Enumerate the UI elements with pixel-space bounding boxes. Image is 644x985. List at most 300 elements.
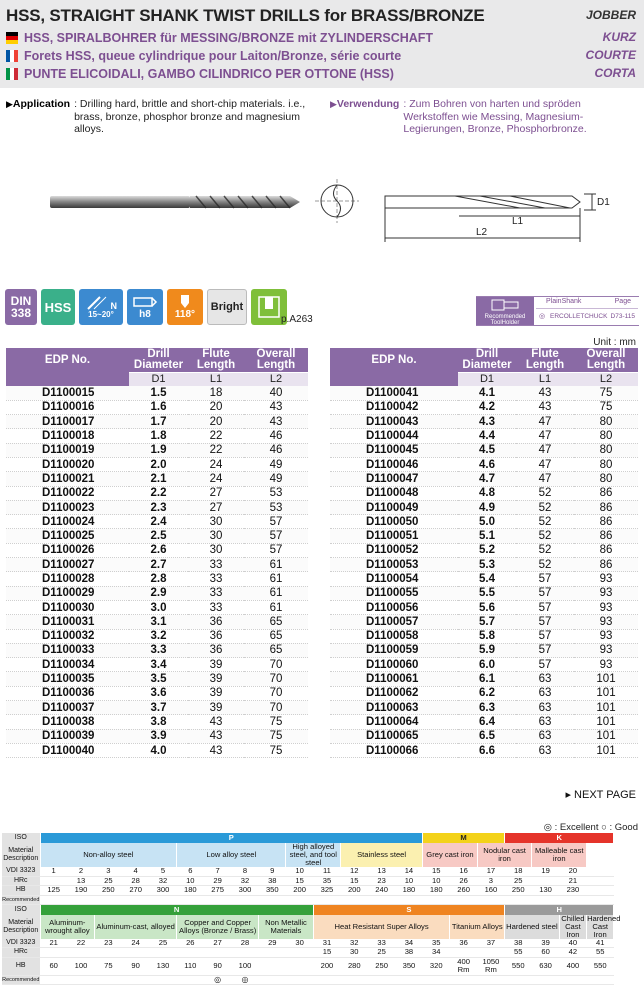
verwendung-label: Verwendung bbox=[336, 98, 400, 110]
drill-diameter: 1.8 bbox=[129, 429, 188, 443]
flute-length: 30 bbox=[188, 515, 244, 529]
material-description: Chilled Cast Iron bbox=[559, 915, 586, 939]
drill-diameter: 3.8 bbox=[129, 715, 188, 729]
edp-number: D1100045 bbox=[330, 443, 458, 457]
material-rec-value bbox=[259, 895, 286, 905]
material-hb-value: 180 bbox=[423, 886, 450, 896]
material-description: Heat Resistant Super Alloys bbox=[313, 915, 450, 939]
overall-length: 57 bbox=[244, 543, 308, 557]
overall-length: 93 bbox=[574, 629, 638, 643]
italian-flag-icon bbox=[6, 68, 18, 80]
material-rec-value bbox=[313, 895, 340, 905]
material-hb-value: 550 bbox=[505, 957, 532, 975]
drill-diameter: 5.3 bbox=[458, 558, 516, 572]
material-hrc-value: 3 bbox=[477, 876, 504, 886]
material-vdi-value: 29 bbox=[259, 939, 286, 948]
overall-length: 86 bbox=[574, 543, 638, 557]
drill-diameter: 4.7 bbox=[458, 472, 516, 486]
material-vdi-value: 40 bbox=[559, 939, 586, 948]
overall-length: 46 bbox=[244, 443, 308, 457]
edp-number: D1100038 bbox=[6, 715, 129, 729]
material-hrc-value: 34 bbox=[423, 948, 450, 958]
edp-number: D1100056 bbox=[330, 600, 458, 614]
material-description: Aluminum-wrought alloy bbox=[40, 915, 95, 939]
flute-length: 57 bbox=[516, 643, 574, 657]
material-rec-value bbox=[505, 975, 532, 985]
drill-diameter: 6.6 bbox=[458, 743, 516, 757]
material-vdi-value: 24 bbox=[122, 939, 149, 948]
flute-length: 27 bbox=[188, 486, 244, 500]
edp-number: D1100061 bbox=[330, 672, 458, 686]
material-rec-value bbox=[259, 975, 286, 985]
material-hb-value: 320 bbox=[423, 957, 450, 975]
table-row bbox=[6, 643, 308, 657]
col-d1: D1 bbox=[129, 372, 188, 386]
drill-diameter: 2.0 bbox=[129, 457, 188, 471]
material-rec-value bbox=[286, 895, 313, 905]
material-hrc-value: 29 bbox=[204, 876, 231, 886]
drill-diameter: 5.4 bbox=[458, 572, 516, 586]
edp-number: D1100030 bbox=[6, 600, 129, 614]
edp-number: D1100019 bbox=[6, 443, 129, 457]
drill-diameter: 3.9 bbox=[129, 729, 188, 743]
material-hrc-value: 25 bbox=[95, 876, 122, 886]
flute-length: 30 bbox=[188, 543, 244, 557]
table-row bbox=[6, 586, 308, 600]
application-de: ▶Verwendung : Zum Bohren von harten und spröden Werkstoffen wie Messing, Magnesium-Legierungen, Bronze, Phosphorbronze. bbox=[330, 98, 638, 136]
lang-right-it: CORTA bbox=[594, 66, 636, 80]
flute-length: 33 bbox=[188, 586, 244, 600]
material-hb-value: 180 bbox=[395, 886, 422, 896]
flute-length: 47 bbox=[516, 457, 574, 471]
edp-number: D1100048 bbox=[330, 486, 458, 500]
material-hb-value: 180 bbox=[177, 886, 204, 896]
col-flute-length: Flute Length bbox=[188, 348, 244, 372]
material-hrc-value: 15 bbox=[341, 876, 368, 886]
overall-length: 40 bbox=[244, 386, 308, 400]
german-flag-icon bbox=[6, 32, 18, 44]
drill-diameter: 2.9 bbox=[129, 586, 188, 600]
table-row bbox=[6, 629, 308, 643]
table-row bbox=[6, 429, 308, 443]
material-rec-value bbox=[122, 895, 149, 905]
flute-length: 57 bbox=[516, 600, 574, 614]
material-hb-value: 240 bbox=[368, 886, 395, 896]
material-row-label: HB bbox=[2, 886, 40, 896]
col-overall-length: Overall Length bbox=[574, 348, 638, 372]
drill-diameter: 5.9 bbox=[458, 643, 516, 657]
flute-length: 43 bbox=[188, 715, 244, 729]
material-vdi-value: 39 bbox=[532, 939, 559, 948]
col-d1: D1 bbox=[458, 372, 516, 386]
table-row bbox=[330, 558, 638, 572]
flute-length: 47 bbox=[516, 415, 574, 429]
flute-length: 47 bbox=[516, 443, 574, 457]
material-vdi-value: 27 bbox=[204, 939, 231, 948]
overall-length: 75 bbox=[244, 743, 308, 757]
material-vdi-value: 25 bbox=[149, 939, 176, 948]
french-flag-icon bbox=[6, 50, 18, 62]
overall-length: 101 bbox=[574, 686, 638, 700]
material-vdi-value: 32 bbox=[341, 939, 368, 948]
material-vdi-value: 17 bbox=[477, 867, 504, 876]
material-hrc-value bbox=[177, 948, 204, 958]
flute-length: 63 bbox=[516, 715, 574, 729]
material-hb-value: 280 bbox=[341, 957, 368, 975]
material-rec-value bbox=[559, 975, 586, 985]
point-angle-icon bbox=[175, 295, 195, 309]
flute-length: 20 bbox=[188, 400, 244, 414]
material-table bbox=[2, 833, 642, 985]
edp-number: D1100064 bbox=[330, 715, 458, 729]
drill-diameter: 1.5 bbox=[129, 386, 188, 400]
material-hrc-value: 32 bbox=[149, 876, 176, 886]
material-vdi-value: 14 bbox=[395, 867, 422, 876]
material-hb-value: 160 bbox=[477, 886, 504, 896]
material-hrc-value bbox=[259, 948, 286, 958]
drill-diameter: 5.0 bbox=[458, 515, 516, 529]
material-hb-value: 60 bbox=[40, 957, 67, 975]
material-hb-value: 200 bbox=[286, 886, 313, 896]
iso-group-h: H bbox=[505, 905, 614, 915]
material-hb-value: 250 bbox=[95, 886, 122, 896]
flute-length: 43 bbox=[516, 386, 574, 400]
material-vdi-value: 6 bbox=[177, 867, 204, 876]
lang-row-fr: Forets HSS, queue cylindrique pour Laiton/Bronze, série courte bbox=[6, 48, 401, 64]
material-vdi-value: 10 bbox=[286, 867, 313, 876]
overall-length: 65 bbox=[244, 615, 308, 629]
overall-length: 80 bbox=[574, 443, 638, 457]
helix-angle-badge: N 15~20° bbox=[79, 289, 123, 325]
material-description: Non-alloy steel bbox=[40, 843, 177, 867]
table-row bbox=[330, 472, 638, 486]
flute-length: 20 bbox=[188, 415, 244, 429]
material-rec-value bbox=[450, 895, 477, 905]
table-row bbox=[330, 629, 638, 643]
flute-length: 52 bbox=[516, 543, 574, 557]
table-row bbox=[330, 429, 638, 443]
overall-length: 101 bbox=[574, 743, 638, 757]
material-vdi-value: 23 bbox=[95, 939, 122, 948]
table-row bbox=[330, 486, 638, 500]
table-row bbox=[330, 529, 638, 543]
table-row bbox=[330, 443, 638, 457]
material-hb-value: 200 bbox=[313, 957, 340, 975]
overall-length: 61 bbox=[244, 572, 308, 586]
edp-number: D1100051 bbox=[330, 529, 458, 543]
edp-number: D1100065 bbox=[330, 729, 458, 743]
flute-length: 63 bbox=[516, 729, 574, 743]
table-row bbox=[6, 486, 308, 500]
material-hb-value: 110 bbox=[177, 957, 204, 975]
drill-diameter: 6.0 bbox=[458, 658, 516, 672]
drill-diameter: 3.3 bbox=[129, 643, 188, 657]
hss-badge: HSS bbox=[41, 289, 75, 325]
flute-length: 39 bbox=[188, 686, 244, 700]
material-description: Hardened Cast Iron bbox=[587, 913, 621, 939]
overall-length: 53 bbox=[244, 500, 308, 514]
material-hb-value: 250 bbox=[505, 886, 532, 896]
material-rec-value bbox=[95, 895, 122, 905]
overall-length: 75 bbox=[244, 715, 308, 729]
table-row bbox=[6, 515, 308, 529]
material-row-label: ISO bbox=[2, 833, 40, 843]
table-row bbox=[330, 457, 638, 471]
flute-length: 33 bbox=[188, 572, 244, 586]
overall-length: 93 bbox=[574, 572, 638, 586]
recommended-toolholder: Recommended ToolHolder PlainShank Page ◎ ERCOLLETCHUCK D73-115 bbox=[476, 296, 639, 326]
material-hrc-value bbox=[95, 948, 122, 958]
material-rec-value bbox=[505, 895, 532, 905]
drill-diameter: 4.2 bbox=[458, 400, 516, 414]
overall-length: 75 bbox=[574, 386, 638, 400]
material-hb-value: 550 bbox=[587, 957, 614, 975]
material-rec-value bbox=[532, 895, 559, 905]
material-rec-value bbox=[204, 895, 231, 905]
material-hb-value: 300 bbox=[231, 886, 258, 896]
finish-badge: Bright bbox=[207, 289, 247, 325]
table-row bbox=[6, 743, 308, 757]
material-hb-value: 350 bbox=[259, 886, 286, 896]
next-page-link[interactable]: ▸ NEXT PAGE bbox=[565, 789, 636, 801]
table-row bbox=[6, 558, 308, 572]
drill-diameter: 5.7 bbox=[458, 615, 516, 629]
flute-length: 52 bbox=[516, 500, 574, 514]
material-row-label: HRc bbox=[2, 876, 40, 886]
drill-diameter: 2.8 bbox=[129, 572, 188, 586]
material-description: Copper and Copper Alloys (Bronze / Brass) bbox=[177, 915, 259, 939]
material-row-label: Recommended bbox=[2, 976, 40, 983]
edp-number: D1100043 bbox=[330, 415, 458, 429]
material-description: Non Metallic Materials bbox=[259, 915, 314, 939]
flute-length: 52 bbox=[516, 515, 574, 529]
d1-label: D1 bbox=[597, 197, 610, 208]
flute-length: 39 bbox=[188, 658, 244, 672]
application-label: Application bbox=[12, 98, 71, 110]
edp-number: D1100020 bbox=[6, 457, 129, 471]
drill-diameter: 4.8 bbox=[458, 486, 516, 500]
material-hrc-value: 25 bbox=[505, 876, 532, 886]
edp-table-left bbox=[6, 348, 308, 758]
col-drill-diameter: Drill Diameter bbox=[129, 348, 188, 372]
material-hb-value: 1050 Rm bbox=[477, 957, 504, 975]
table-row bbox=[6, 615, 308, 629]
overall-length: 53 bbox=[244, 486, 308, 500]
edp-number: D1100041 bbox=[330, 386, 458, 400]
overall-length: 86 bbox=[574, 500, 638, 514]
material-row-label: ISO bbox=[2, 905, 40, 915]
edp-number: D1100024 bbox=[6, 515, 129, 529]
material-vdi-value: 34 bbox=[395, 939, 422, 948]
page-title: HSS, STRAIGHT SHANK TWIST DRILLS for BRASS/BRONZE bbox=[6, 6, 485, 25]
material-vdi-value: 11 bbox=[313, 867, 340, 876]
flute-length: 63 bbox=[516, 743, 574, 757]
flute-length: 57 bbox=[516, 572, 574, 586]
material-rec-value bbox=[177, 895, 204, 905]
overall-length: 75 bbox=[244, 729, 308, 743]
flute-length: 33 bbox=[188, 558, 244, 572]
table-row bbox=[330, 729, 638, 743]
drill-diameter: 6.3 bbox=[458, 701, 516, 715]
l1-label: L1 bbox=[512, 216, 524, 227]
table-row bbox=[330, 415, 638, 429]
drill-diameter: 4.3 bbox=[458, 415, 516, 429]
edp-number: D1100026 bbox=[6, 543, 129, 557]
material-rec-value bbox=[532, 975, 559, 985]
lang-row-de: HSS, SPIRALBOHRER für MESSING/BRONZE mit ZYLINDERSCHAFT bbox=[6, 30, 433, 46]
application-en: ▶Application : Drilling hard, brittle and short-chip materials. i.e., brass, bronze, phosphor bronze and magnesium alloys. bbox=[6, 98, 306, 135]
table-row bbox=[330, 572, 638, 586]
flute-length: 57 bbox=[516, 586, 574, 600]
material-rec-value bbox=[559, 895, 586, 905]
material-vdi-value: 31 bbox=[313, 939, 340, 948]
material-hrc-value: 10 bbox=[423, 876, 450, 886]
table-row bbox=[330, 715, 638, 729]
material-rec-value bbox=[177, 975, 204, 985]
overall-length: 65 bbox=[244, 629, 308, 643]
material-hrc-value: 25 bbox=[368, 948, 395, 958]
drill-diameter: 4.4 bbox=[458, 429, 516, 443]
material-rec-value bbox=[395, 895, 422, 905]
material-description: Malleable cast iron bbox=[532, 843, 587, 867]
drill-diameter: 6.2 bbox=[458, 686, 516, 700]
edp-number: D1100059 bbox=[330, 643, 458, 657]
edp-number: D1100062 bbox=[330, 686, 458, 700]
drill-diameter: 5.1 bbox=[458, 529, 516, 543]
material-hrc-value: 55 bbox=[587, 948, 614, 958]
material-vdi-value: 18 bbox=[505, 867, 532, 876]
material-description: Stainless steel bbox=[341, 843, 423, 867]
table-row bbox=[330, 686, 638, 700]
material-hrc-value bbox=[450, 948, 477, 958]
flute-length: 36 bbox=[188, 629, 244, 643]
drill-diameter: 2.3 bbox=[129, 500, 188, 514]
material-vdi-value: 7 bbox=[204, 867, 231, 876]
edp-number: D1100016 bbox=[6, 400, 129, 414]
material-row-label: VDI 3323 bbox=[2, 939, 40, 948]
table-row bbox=[6, 729, 308, 743]
flute-length: 36 bbox=[188, 615, 244, 629]
drill-diameter: 4.6 bbox=[458, 457, 516, 471]
table-row bbox=[330, 515, 638, 529]
drill-photo bbox=[50, 196, 300, 208]
edp-number: D1100057 bbox=[330, 615, 458, 629]
material-hrc-value: 60 bbox=[532, 948, 559, 958]
overall-length: 93 bbox=[574, 586, 638, 600]
table-row bbox=[6, 386, 308, 400]
material-hb-value: 270 bbox=[122, 886, 149, 896]
flute-length: 52 bbox=[516, 529, 574, 543]
table-row bbox=[6, 672, 308, 686]
col-drill-diameter: Drill Diameter bbox=[458, 348, 516, 372]
edp-number: D1100033 bbox=[6, 643, 129, 657]
material-rec-value bbox=[286, 975, 313, 985]
drill-line-drawing bbox=[385, 194, 596, 242]
application-text: : Drilling hard, brittle and short-chip materials. i.e., brass, bronze, phosphor bronze and magnesium alloys. bbox=[74, 98, 306, 135]
material-rec-value bbox=[450, 975, 477, 985]
drill-diameter: 2.1 bbox=[129, 472, 188, 486]
material-description: Grey cast iron bbox=[423, 843, 478, 867]
material-rec-value bbox=[395, 975, 422, 985]
edp-number: D1100063 bbox=[330, 701, 458, 715]
overall-length: 61 bbox=[244, 558, 308, 572]
material-row-label: HRc bbox=[2, 948, 40, 958]
drill-diameter: 5.6 bbox=[458, 600, 516, 614]
material-rec-value: ◎ bbox=[231, 975, 258, 985]
toolholder-icon bbox=[490, 298, 520, 312]
material-hrc-value: 38 bbox=[395, 948, 422, 958]
flute-length: 43 bbox=[188, 743, 244, 757]
material-description: Low alloy steel bbox=[177, 843, 286, 867]
iso-group-n: N bbox=[40, 905, 313, 915]
drill-illustration bbox=[0, 172, 644, 252]
material-hb-value: 250 bbox=[368, 957, 395, 975]
material-row-label: Material Description bbox=[2, 915, 40, 939]
flute-length: 43 bbox=[188, 729, 244, 743]
table-row bbox=[330, 672, 638, 686]
table-row bbox=[6, 415, 308, 429]
overall-length: 86 bbox=[574, 558, 638, 572]
edp-number: D1100049 bbox=[330, 500, 458, 514]
edp-number: D1100025 bbox=[6, 529, 129, 543]
material-hrc-value bbox=[231, 948, 258, 958]
overall-length: 46 bbox=[244, 429, 308, 443]
material-row-label: VDI 3323 bbox=[2, 867, 40, 876]
edp-number: D1100036 bbox=[6, 686, 129, 700]
material-hb-value: 90 bbox=[204, 957, 231, 975]
material-hrc-value: 26 bbox=[450, 876, 477, 886]
overall-length: 93 bbox=[574, 643, 638, 657]
material-rec-value bbox=[231, 895, 258, 905]
table-row bbox=[6, 500, 308, 514]
table-row bbox=[330, 500, 638, 514]
overall-length: 93 bbox=[574, 615, 638, 629]
material-hrc-value bbox=[40, 948, 67, 958]
flute-length: 43 bbox=[516, 400, 574, 414]
page-header bbox=[0, 0, 644, 88]
drill-diameter: 1.9 bbox=[129, 443, 188, 457]
flute-length: 22 bbox=[188, 429, 244, 443]
flute-length: 63 bbox=[516, 686, 574, 700]
table-row bbox=[330, 400, 638, 414]
overall-length: 57 bbox=[244, 529, 308, 543]
material-rec-value bbox=[423, 895, 450, 905]
excellent-mark: ◎ bbox=[539, 313, 546, 320]
material-vdi-value: 13 bbox=[368, 867, 395, 876]
drill-diameter: 2.4 bbox=[129, 515, 188, 529]
flute-length: 39 bbox=[188, 672, 244, 686]
overall-length: 80 bbox=[574, 457, 638, 471]
material-hb-value: 630 bbox=[532, 957, 559, 975]
material-hb-value: 130 bbox=[149, 957, 176, 975]
overall-length: 86 bbox=[574, 515, 638, 529]
material-vdi-value: 41 bbox=[587, 939, 614, 948]
edp-number: D1100040 bbox=[6, 743, 129, 757]
material-hb-value: 200 bbox=[341, 886, 368, 896]
drill-diameter: 3.7 bbox=[129, 701, 188, 715]
col-l2: L2 bbox=[244, 372, 308, 386]
tolerance-badge: h8 bbox=[127, 289, 163, 325]
drill-diameter: 3.0 bbox=[129, 600, 188, 614]
page-reference: p.A263 bbox=[281, 314, 313, 325]
material-hb-value: 275 bbox=[204, 886, 231, 896]
material-hrc-value bbox=[477, 948, 504, 958]
material-hrc-value: 10 bbox=[395, 876, 422, 886]
edp-number: D1100042 bbox=[330, 400, 458, 414]
overall-length: 49 bbox=[244, 472, 308, 486]
material-rec-value bbox=[40, 975, 67, 985]
table-row bbox=[6, 529, 308, 543]
